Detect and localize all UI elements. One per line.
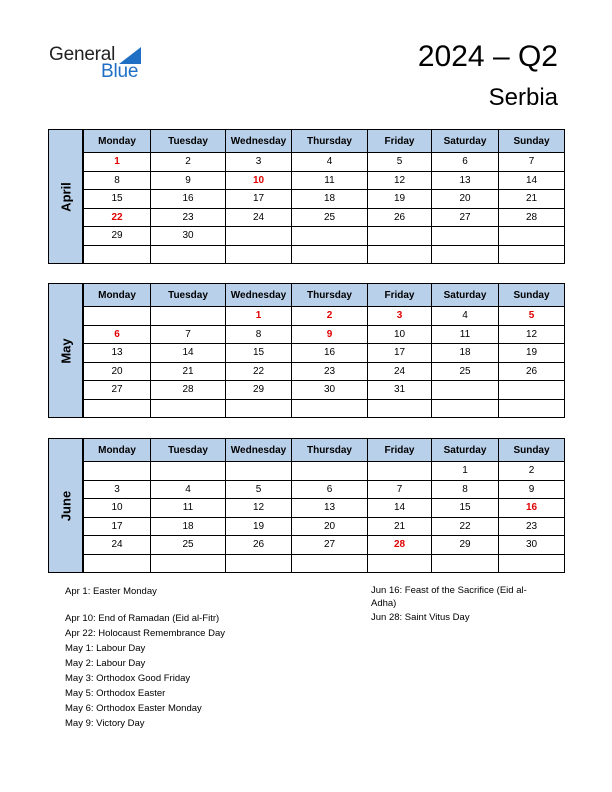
day-cell: 6: [292, 480, 368, 499]
month-name: May: [58, 337, 73, 364]
calendar-table: [83, 129, 565, 264]
day-cell: 7: [499, 153, 565, 172]
day-cell: 16: [499, 499, 565, 518]
holiday-note: May 6: Orthodox Easter Monday: [65, 703, 202, 714]
weekday-header: Thursday: [292, 439, 368, 462]
weekday-header: Thursday: [292, 130, 368, 153]
holiday-note: May 3: Orthodox Good Friday: [65, 673, 191, 684]
day-cell: 20: [84, 362, 151, 381]
day-cell: [292, 462, 368, 481]
day-cell: 23: [292, 362, 368, 381]
day-cell: 11: [151, 499, 226, 518]
day-cell: 2: [151, 153, 226, 172]
day-cell: 12: [368, 171, 432, 190]
weekday-header: Wednesday: [226, 284, 292, 307]
day-cell: 25: [151, 536, 226, 555]
day-cell: 17: [368, 344, 432, 363]
month-label: [48, 129, 83, 264]
week-row: [84, 153, 565, 172]
day-cell: 28: [499, 208, 565, 227]
day-cell: 10: [84, 499, 151, 518]
day-cell: 12: [499, 325, 565, 344]
holiday-note: May 2: Labour Day: [65, 658, 146, 669]
day-cell: 9: [292, 325, 368, 344]
day-cell: 18: [432, 344, 499, 363]
day-cell: [226, 245, 292, 264]
week-row: [84, 190, 565, 209]
week-row: [84, 208, 565, 227]
holiday-note: Apr 22: Holocaust Remembrance Day: [65, 628, 225, 639]
day-cell: 31: [368, 381, 432, 400]
day-cell: [151, 399, 226, 418]
day-cell: [499, 245, 565, 264]
day-cell: [84, 399, 151, 418]
day-cell: [368, 554, 432, 573]
holiday-notes-left: [65, 584, 225, 731]
day-cell: 27: [432, 208, 499, 227]
day-cell: [368, 399, 432, 418]
weekday-header: Friday: [368, 130, 432, 153]
day-cell: 13: [432, 171, 499, 190]
day-cell: 27: [84, 381, 151, 400]
week-row: [84, 536, 565, 555]
weekday-header-row: [84, 439, 565, 462]
day-cell: 14: [151, 344, 226, 363]
week-row: [84, 480, 565, 499]
holiday-note: Jun 16: Feast of the Sacrifice (Eid al-Adha): [371, 585, 527, 609]
day-cell: [499, 227, 565, 246]
week-row: [84, 517, 565, 536]
day-cell: 24: [226, 208, 292, 227]
day-cell: [292, 399, 368, 418]
holiday-note: May 5: Orthodox Easter: [65, 688, 166, 699]
day-cell: 3: [226, 153, 292, 172]
holiday-note: May 1: Labour Day: [65, 643, 146, 654]
weekday-header: Tuesday: [151, 439, 226, 462]
calendar-table: [83, 438, 565, 573]
day-cell: 15: [432, 499, 499, 518]
day-cell: 25: [292, 208, 368, 227]
day-cell: 26: [368, 208, 432, 227]
day-cell: 25: [432, 362, 499, 381]
day-cell: 6: [84, 325, 151, 344]
day-cell: 26: [226, 536, 292, 555]
holiday-note: May 9: Victory Day: [65, 718, 145, 729]
day-cell: [226, 554, 292, 573]
day-cell: 29: [84, 227, 151, 246]
day-cell: 22: [84, 208, 151, 227]
week-row: [84, 325, 565, 344]
week-row: [84, 307, 565, 326]
day-cell: 19: [226, 517, 292, 536]
weekday-header: Monday: [84, 284, 151, 307]
weekday-header: Friday: [368, 439, 432, 462]
day-cell: 18: [292, 190, 368, 209]
weekday-header: Tuesday: [151, 130, 226, 153]
week-row: [84, 462, 565, 481]
day-cell: [368, 462, 432, 481]
day-cell: [432, 245, 499, 264]
day-cell: [226, 462, 292, 481]
calendar-table: [83, 283, 565, 418]
logo-text-blue: Blue: [101, 61, 139, 82]
day-cell: 18: [151, 517, 226, 536]
day-cell: 14: [368, 499, 432, 518]
day-cell: 4: [151, 480, 226, 499]
day-cell: 27: [292, 536, 368, 555]
day-cell: 15: [226, 344, 292, 363]
day-cell: 8: [84, 171, 151, 190]
day-cell: 21: [151, 362, 226, 381]
day-cell: 11: [292, 171, 368, 190]
weekday-header: Saturday: [432, 130, 499, 153]
day-cell: 19: [368, 190, 432, 209]
day-cell: [151, 462, 226, 481]
day-cell: 3: [368, 307, 432, 326]
logo: [49, 44, 149, 84]
holiday-note: Apr 10: End of Ramadan (Eid al-Fitr): [65, 613, 220, 624]
day-cell: 8: [226, 325, 292, 344]
day-cell: 5: [226, 480, 292, 499]
day-cell: 9: [151, 171, 226, 190]
day-cell: [292, 227, 368, 246]
week-row: [84, 227, 565, 246]
holiday-note: Jun 28: Saint Vitus Day: [371, 612, 470, 623]
day-cell: [432, 399, 499, 418]
day-cell: 16: [151, 190, 226, 209]
country-title: Serbia: [488, 84, 558, 111]
day-cell: 6: [432, 153, 499, 172]
day-cell: 11: [432, 325, 499, 344]
day-cell: [226, 399, 292, 418]
day-cell: 3: [84, 480, 151, 499]
day-cell: 21: [368, 517, 432, 536]
day-cell: 1: [84, 153, 151, 172]
day-cell: 28: [151, 381, 226, 400]
day-cell: [292, 554, 368, 573]
day-cell: [151, 307, 226, 326]
day-cell: 17: [84, 517, 151, 536]
day-cell: 15: [84, 190, 151, 209]
day-cell: 1: [432, 462, 499, 481]
day-cell: 17: [226, 190, 292, 209]
day-cell: 10: [368, 325, 432, 344]
day-cell: [84, 245, 151, 264]
weekday-header: Tuesday: [151, 284, 226, 307]
weekday-header: Friday: [368, 284, 432, 307]
day-cell: 26: [499, 362, 565, 381]
day-cell: 24: [84, 536, 151, 555]
day-cell: 5: [499, 307, 565, 326]
day-cell: 5: [368, 153, 432, 172]
week-row: [84, 399, 565, 418]
weekday-header-row: [84, 284, 565, 307]
day-cell: [499, 381, 565, 400]
holiday-note: Apr 1: Easter Monday: [65, 586, 157, 597]
day-cell: 30: [292, 381, 368, 400]
weekday-header: Sunday: [499, 439, 565, 462]
notes-spacer: [65, 599, 225, 611]
day-cell: [432, 381, 499, 400]
weekday-header: Wednesday: [226, 130, 292, 153]
week-row: [84, 344, 565, 363]
week-row: [84, 362, 565, 381]
day-cell: 7: [368, 480, 432, 499]
day-cell: 20: [432, 190, 499, 209]
holiday-notes-right: [371, 584, 546, 625]
weekday-header: Wednesday: [226, 439, 292, 462]
day-cell: 1: [226, 307, 292, 326]
day-cell: 28: [368, 536, 432, 555]
month-name: April: [58, 181, 73, 212]
day-cell: 29: [226, 381, 292, 400]
week-row: [84, 499, 565, 518]
day-cell: 8: [432, 480, 499, 499]
day-cell: 2: [499, 462, 565, 481]
day-cell: 24: [368, 362, 432, 381]
weekday-header: Thursday: [292, 284, 368, 307]
day-cell: 4: [292, 153, 368, 172]
page-title: 2024 – Q2: [417, 40, 558, 73]
day-cell: 14: [499, 171, 565, 190]
day-cell: [432, 554, 499, 573]
day-cell: 13: [84, 344, 151, 363]
weekday-header: Monday: [84, 439, 151, 462]
day-cell: [499, 399, 565, 418]
day-cell: [499, 554, 565, 573]
day-cell: 10: [226, 171, 292, 190]
day-cell: 19: [499, 344, 565, 363]
day-cell: 4: [432, 307, 499, 326]
day-cell: 12: [226, 499, 292, 518]
day-cell: 30: [499, 536, 565, 555]
month-label: [48, 438, 83, 573]
day-cell: [292, 245, 368, 264]
day-cell: [368, 227, 432, 246]
week-row: [84, 171, 565, 190]
day-cell: [84, 554, 151, 573]
day-cell: 20: [292, 517, 368, 536]
day-cell: [151, 245, 226, 264]
weekday-header-row: [84, 130, 565, 153]
day-cell: [368, 245, 432, 264]
week-row: [84, 245, 565, 264]
day-cell: 30: [151, 227, 226, 246]
weekday-header: Sunday: [499, 130, 565, 153]
week-row: [84, 554, 565, 573]
logo-text-general: General: [49, 44, 116, 65]
day-cell: 22: [432, 517, 499, 536]
day-cell: 13: [292, 499, 368, 518]
weekday-header: Saturday: [432, 284, 499, 307]
day-cell: [84, 307, 151, 326]
day-cell: 7: [151, 325, 226, 344]
day-cell: [226, 227, 292, 246]
day-cell: 23: [151, 208, 226, 227]
day-cell: 9: [499, 480, 565, 499]
day-cell: 16: [292, 344, 368, 363]
day-cell: 22: [226, 362, 292, 381]
month-label: [48, 283, 83, 418]
day-cell: 21: [499, 190, 565, 209]
week-row: [84, 381, 565, 400]
day-cell: [151, 554, 226, 573]
day-cell: 23: [499, 517, 565, 536]
day-cell: 29: [432, 536, 499, 555]
day-cell: 2: [292, 307, 368, 326]
weekday-header: Saturday: [432, 439, 499, 462]
weekday-header: Sunday: [499, 284, 565, 307]
day-cell: [432, 227, 499, 246]
month-name: June: [58, 490, 73, 521]
day-cell: [84, 462, 151, 481]
weekday-header: Monday: [84, 130, 151, 153]
